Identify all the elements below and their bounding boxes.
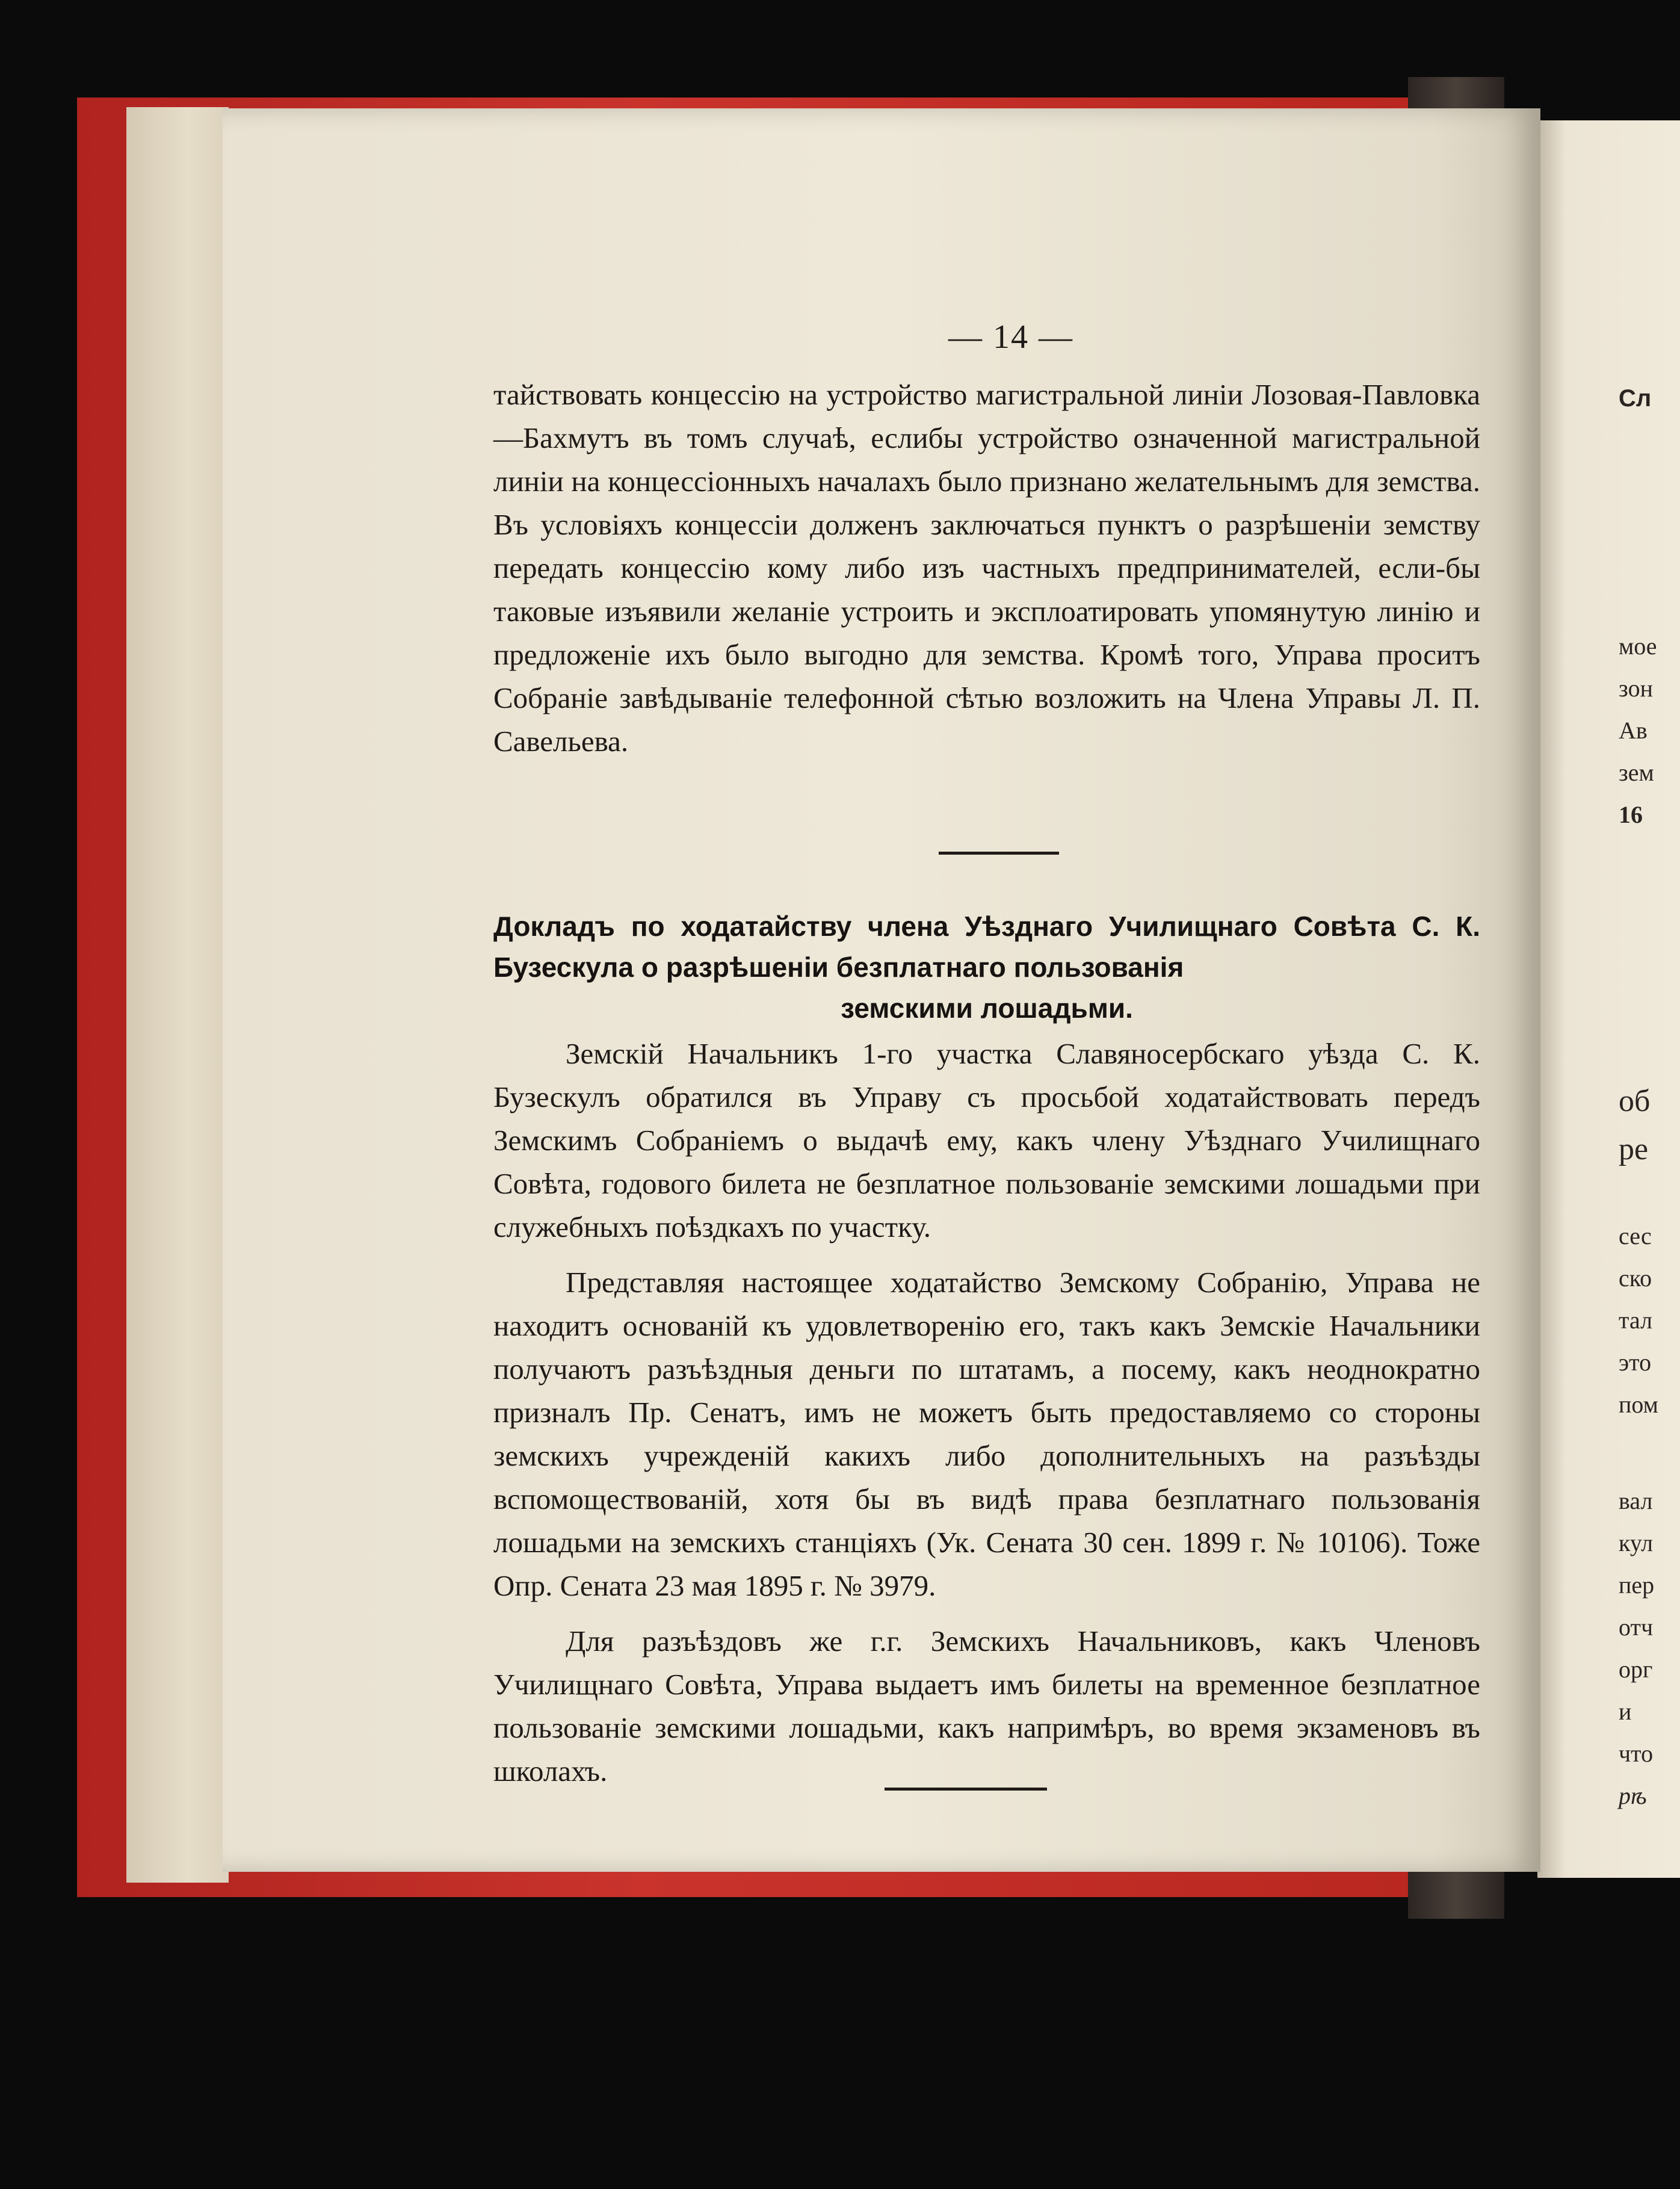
facing-fragment: кул — [1619, 1529, 1654, 1556]
facing-fragment: тал — [1619, 1307, 1653, 1334]
facing-fragment: Ав — [1619, 717, 1648, 744]
facing-fragment: орг — [1619, 1656, 1653, 1683]
facing-fragment: зем — [1619, 759, 1654, 786]
facing-fragment: Сл — [1619, 385, 1652, 412]
end-divider — [885, 1788, 1047, 1791]
section-heading: Докладъ по ходатайству члена Уѣзднаго Училищнаго Совѣта С. К. Бузескула о разрѣшеніи безплатнаго пользованія земскими лошадьми. — [493, 911, 1480, 1024]
paragraph-3: Для разъѣздовъ же г.г. Земскихъ Начальниковъ, какъ Членовъ Училищнаго Совѣта, Управа выдаетъ имъ билеты на временное безплатное пользованіе земскими лошадьми, какъ напримѣръ, во время экзаменовъ въ школахъ. — [493, 1624, 1480, 1788]
facing-fragment: что — [1619, 1740, 1654, 1767]
facing-fragment: сес — [1619, 1222, 1652, 1249]
facing-fragment: ско — [1619, 1265, 1652, 1292]
facing-page — [1537, 120, 1680, 1878]
facing-fragment: зон — [1619, 675, 1653, 702]
paragraph-2: Представляя настоящее ходатайство Земскому Собранію, Управа не находитъ основаній къ удовлетворенію его, такъ какъ Земскіе Начальники получаютъ разъѣздныя деньги по штатамъ, а посему, какъ неоднократно призналъ Пр. Сенатъ, имъ не можетъ быть предоставляемо со стороны земскихъ учрежденій какихъ либо дополнительныхъ на разъѣзды вспомоществованій, хотя бы въ видѣ права безплатнаго пользованія лошадьми на земскихъ станціяхъ (Ук. Сената 30 сен. 1899 г. № 10106). Тоже Опр. Сената 23 мая 1895 г. № 3979. — [493, 1266, 1480, 1602]
facing-fragment: вал — [1619, 1487, 1653, 1514]
page-number: — 14 — — [948, 318, 1073, 356]
facing-fragment: пер — [1619, 1571, 1655, 1599]
intro-paragraph: тайствовать концессію на устройство магистральной линіи Лозовая-Павловка—Бахмутъ въ томъ случаѣ, еслибы устройство означенной магистральной линіи на концессіонныхъ началахъ было признано желательнымъ для земства. Въ условіяхъ концессіи долженъ заключаться пунктъ о разрѣшеніи земству передать концессію кому либо изъ частныхъ предпринимателей, если-бы таковые изъявили желаніе устроить и эксплоатировать упомянутую линію и предложеніе ихъ было выгодно для земства. Кромѣ того, Управа проситъ Собраніе завѣдываніе телефонной сѣтью возложить на Члена Управы Л. П. Савельева. — [493, 378, 1480, 758]
page-edges — [126, 107, 229, 1883]
body-paragraphs — [493, 1032, 1480, 1793]
facing-fragment: рѣ — [1619, 1782, 1647, 1809]
facing-fragment: и — [1619, 1698, 1632, 1725]
facing-fragment: пом — [1619, 1391, 1658, 1418]
section-divider — [939, 852, 1059, 855]
facing-fragment: это — [1619, 1349, 1652, 1376]
facing-fragment: мое — [1619, 633, 1657, 660]
paragraph-1: Земскій Начальникъ 1-го участка Славяносербскаго уѣзда С. К. Бузескулъ обратился въ Управу съ просьбой ходатайствовать передъ Земскимъ Собраніемъ о выдачѣ ему, какъ члену Уѣзднаго Училищнаго Совѣта, годового билета не безплатное пользованіе земскими лошадьми при служебныхъ поѣздкахъ по участку. — [493, 1037, 1480, 1243]
facing-fragment: отч — [1619, 1614, 1654, 1641]
facing-fragment: об — [1619, 1084, 1651, 1118]
facing-fragment: 16 — [1619, 801, 1643, 828]
facing-fragment: ре — [1619, 1132, 1649, 1166]
